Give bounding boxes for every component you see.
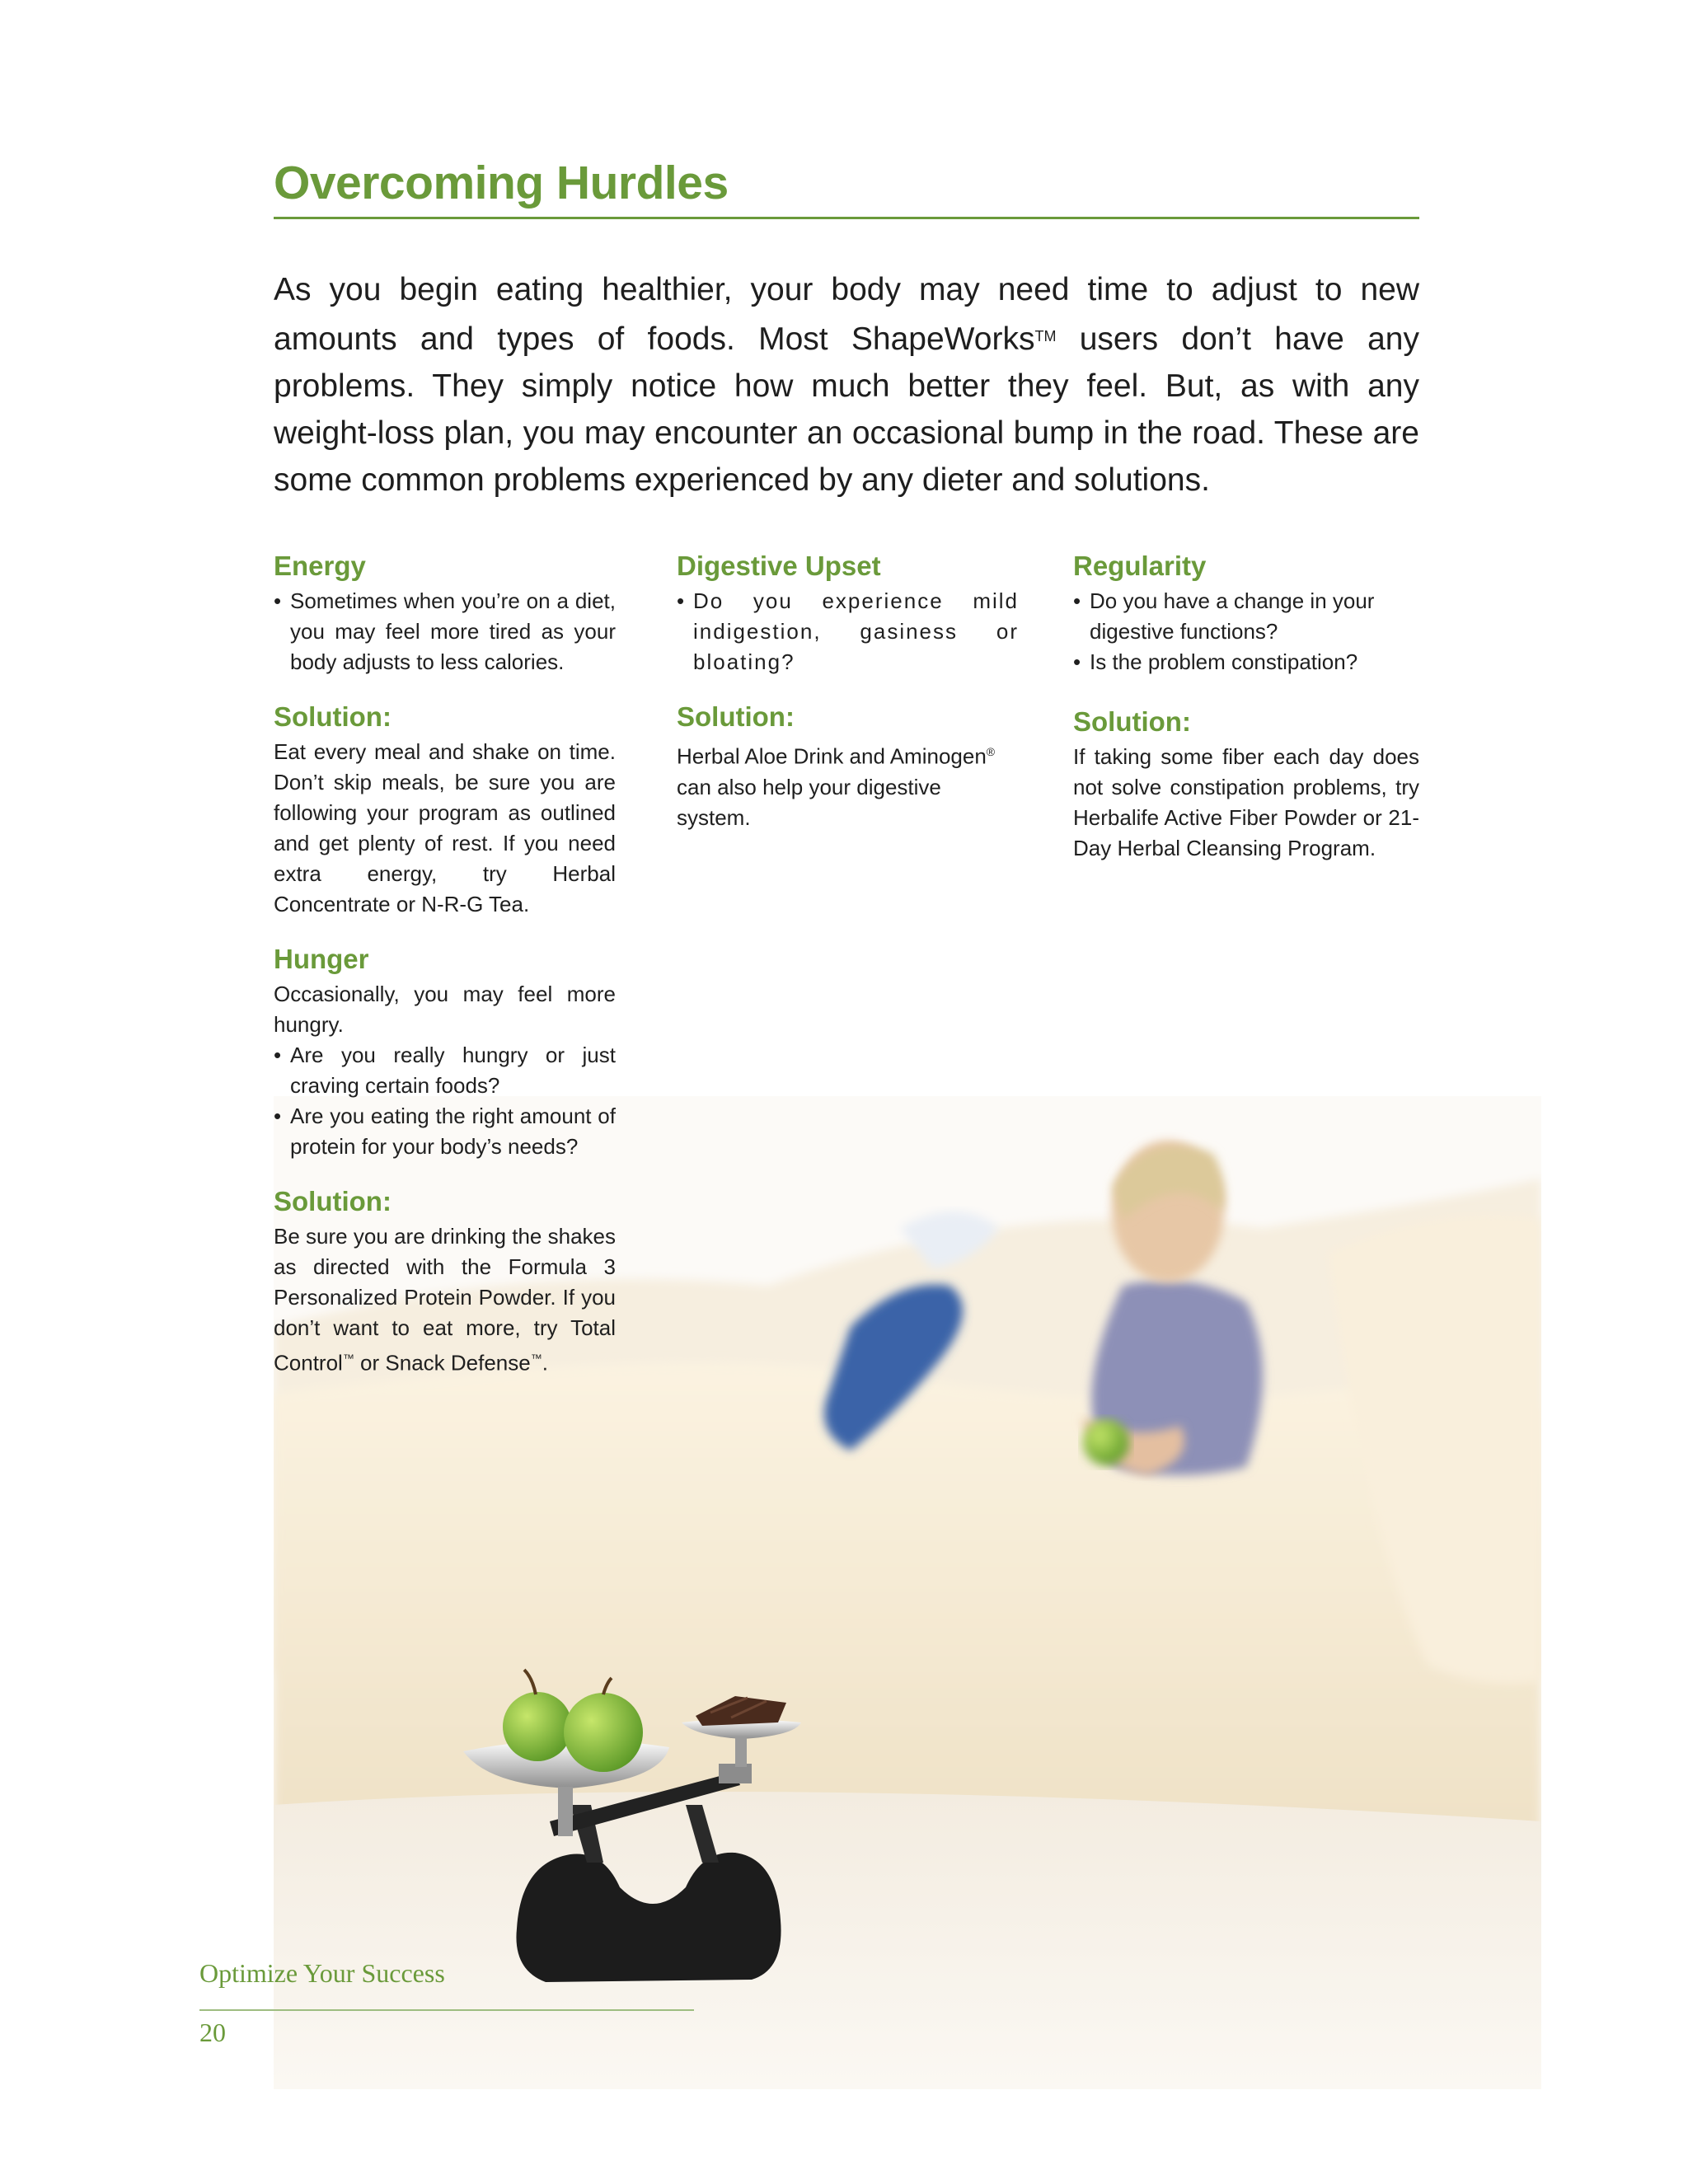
sofa <box>274 1363 1541 1838</box>
apple-2 <box>564 1693 643 1772</box>
regularity-bullet: • Do you have a change in your digestive functions? <box>1073 586 1419 647</box>
digestive-solution-text <box>677 737 1019 833</box>
regularity-solution-text: If taking some fiber each day does not solve constipation problems, try Herbalife Active Fiber Powder or 21-Day Herbal Cleansing Program. <box>1073 744 1419 860</box>
hunger-solution-text <box>274 1221 616 1379</box>
digestive-heading: Digestive Upset <box>677 551 881 581</box>
hunger-solution-part-3: . <box>542 1350 548 1376</box>
hunger-solution-part-1: Be sure you are drinking the shakes as directed with the Formula 3 Personalized Protein Powder. If you don’t want to eat more, try Total Control <box>274 1224 616 1376</box>
hunger-bullets <box>274 1040 616 1162</box>
footer-section-title: Optimize Your Success <box>199 1958 445 1988</box>
trademark-mark: TM <box>1034 328 1057 344</box>
regularity-bullet: • Is the problem constipation? <box>1073 647 1419 677</box>
regularity-heading: Regularity <box>1073 551 1207 581</box>
energy-bullet: • Sometimes when you’re on a diet, you may feel more tired as your body adjusts to less calories. <box>274 586 616 677</box>
intro-paragraph <box>274 266 1419 504</box>
regularity-solution-heading: Solution: <box>1073 706 1191 737</box>
column-regularity <box>1073 546 1419 883</box>
title-divider <box>274 217 1419 219</box>
trademark-mark: ™ <box>530 1352 542 1365</box>
intro-text-start: As you begin eating healthier, your body may need time to adjust to new amounts and types of foods. Most ShapeWorks <box>274 272 1419 357</box>
energy-bullets <box>274 586 616 677</box>
footer-divider <box>199 2009 694 2011</box>
hunger-bullet: • Are you really hungry or just craving certain foods? <box>274 1040 616 1101</box>
floor <box>274 1792 1541 2089</box>
digestive-solution-part-1: Herbal Aloe Drink and Aminogen <box>677 743 987 769</box>
hunger-heading: Hunger <box>274 944 369 974</box>
digestive-solution-heading: Solution: <box>677 701 795 732</box>
page-number: 20 <box>199 2018 226 2047</box>
trademark-mark: ™ <box>342 1352 354 1365</box>
apple-1 <box>503 1692 572 1761</box>
hunger-bullet: • Are you eating the right amount of protein for your body’s needs? <box>274 1101 616 1162</box>
regularity-bullets <box>1073 586 1419 677</box>
page-title: Overcoming Hurdles <box>274 157 729 209</box>
intro-text-end: users don’t have any problems. They simply notice how much better they feel. But, as with any weight-loss plan, you may encounter an occasional bump in the road. These are some common problems experienced by any dieter and solutions. <box>274 321 1420 498</box>
energy-solution-heading: Solution: <box>274 701 392 732</box>
hunger-solution-heading: Solution: <box>274 1186 392 1216</box>
column-energy-hunger <box>274 546 616 1399</box>
held-apple <box>1083 1419 1129 1465</box>
registered-mark: ® <box>986 745 996 758</box>
digestive-solution-part-2: can also help your digestive system. <box>677 774 941 830</box>
hunger-intro: Occasionally, you may feel more hungry. <box>274 982 616 1037</box>
hunger-solution-part-2: or Snack Defense <box>354 1350 531 1376</box>
digestive-bullets <box>677 586 1019 677</box>
energy-heading: Energy <box>274 551 366 581</box>
digestive-bullet: • Do you experience mild indigestion, gasiness or bloating? <box>677 586 1019 677</box>
column-digestive <box>677 546 1019 853</box>
energy-solution-text: Eat every meal and shake on time. Don’t skip meals, be sure you are following your program as outlined and get plenty of rest. If you need extra energy, try Herbal Concentrate or N-R-G Tea. <box>274 739 616 916</box>
